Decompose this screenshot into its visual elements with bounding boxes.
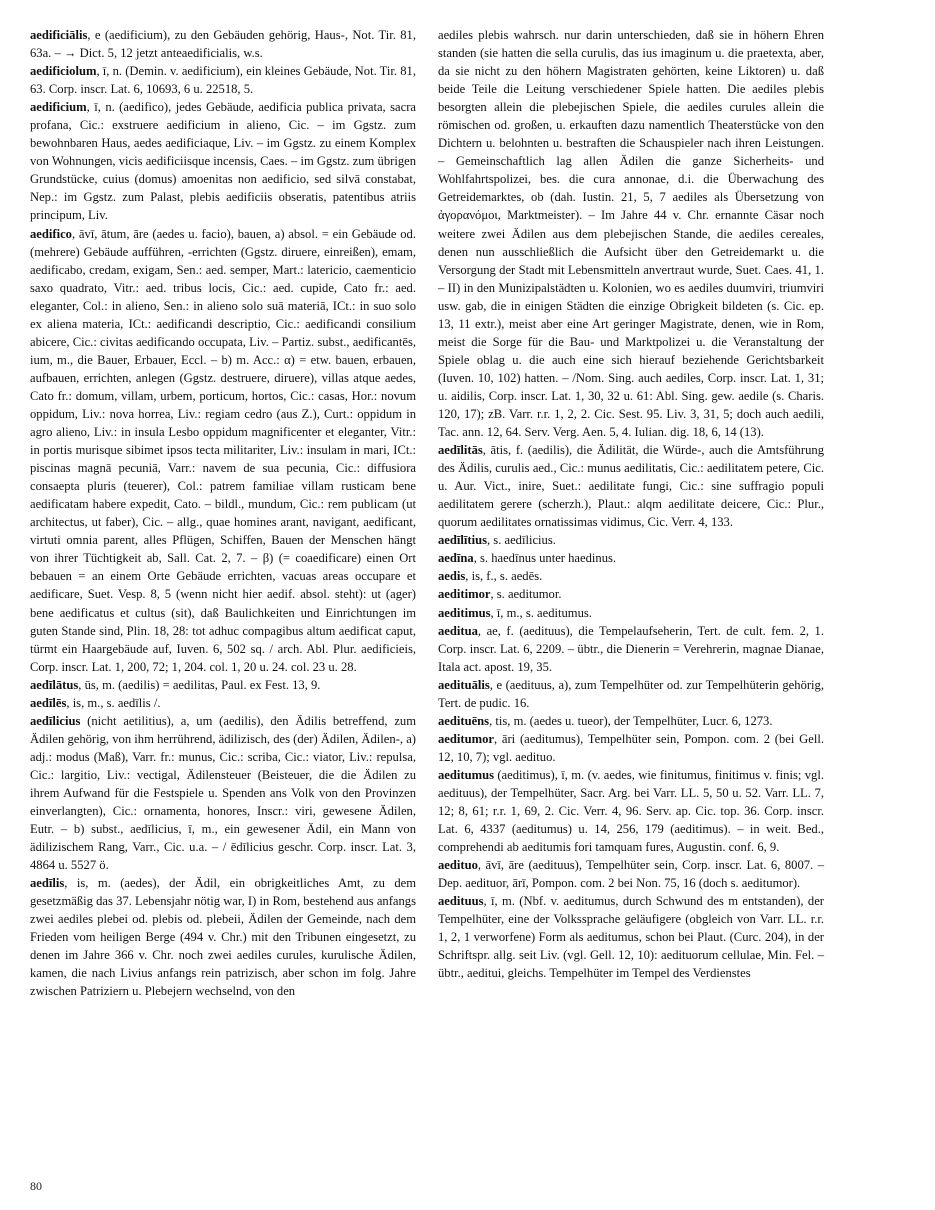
- entry-headword: aeditumor: [438, 731, 494, 746]
- dictionary-entry: [438, 531, 824, 549]
- entry-text: , s. aedīlicius.: [487, 533, 556, 548]
- entry-headword: aedīlītius: [438, 533, 487, 548]
- entry-headword: aedifico: [30, 226, 72, 241]
- entry-text: , is, f., s. aedēs.: [465, 569, 543, 584]
- dictionary-entry: [438, 26, 824, 441]
- entry-text: , is, m., s. aedīlis /.: [66, 695, 161, 710]
- entry-text: , ūs, m. (aedilis) = aedilitas, Paul. ex Fest. 13, 9.: [78, 677, 321, 692]
- entry-text: , s. aeditumor.: [490, 587, 562, 602]
- entry-headword: aeditimor: [438, 587, 491, 602]
- dictionary-entry: [438, 856, 824, 892]
- dictionary-entry: [30, 26, 416, 62]
- entry-text: , ī, m., s. aeditumus.: [490, 605, 592, 620]
- dictionary-entry: [30, 98, 416, 224]
- dictionary-entry: [30, 225, 416, 676]
- entry-text: , ī, n. (aedifico), jedes Gebäude, aedificia publica privata, sacra profana, Cic.: exstruere aedificium in alieno, Cic. – im Ggstz. zum bewohnbaren Haus, aedes aedificiaque, Liv. – im Ggstz. zu einem Komplex von Wohnungen, vicis aedificiisque incensis, Caes. – im Ggstz. zum übrigen Grundstücke, cuius (domus) amoenitas non aedificio, sed silvā constabat, Nep.: im Ggstz. zum Palast, plebis aedificiis obseratis, patentibus atriis principum, Liv.: [30, 100, 416, 223]
- dictionary-entry: [30, 712, 416, 874]
- dictionary-entry: [438, 567, 824, 585]
- dictionary-entry: [438, 676, 824, 712]
- entry-headword: aedificium: [30, 100, 87, 115]
- entry-headword: aeditumus: [438, 767, 494, 782]
- entry-headword: aedīlitās: [438, 443, 483, 458]
- entry-headword: aedituo: [438, 858, 478, 873]
- entry-headword: aedīlēs: [30, 695, 67, 710]
- entry-headword: aeditua: [438, 623, 478, 638]
- dictionary-entry: [438, 549, 824, 567]
- dictionary-entry: [438, 730, 824, 766]
- dictionary-entry: [30, 694, 416, 712]
- dictionary-entry: [438, 604, 824, 622]
- entry-text: , e (aedificium), zu den Gebäuden gehörig, Haus-, Not. Tir. 81, 63a. – → Dict. 5, 12 jetzt anteaedificialis, w.s.: [30, 28, 416, 61]
- entry-text: , ī, m. (Nbf. v. aeditumus, durch Schwund des m entstanden), der Tempelhüter, eine der Volkssprache geläufigere (obgleich von Varr. LL. r.r. 1, 2, 1 verworfene) Form als aeditumus, schon bei Plaut. (Curc. 204), in der Schriftspr. allg. seit Liv. (vgl. Gell. 12, 10): aedituorum cellulae, Min. Fel. – übtr., aeditui, gleichs. Tempelhüter im Tempel des Verdienstes: [438, 894, 824, 981]
- entry-text: (aeditimus), ī, m. (v. aedes, wie finitumus, finitimus v. finis; vgl. aedituus), der Tempelhüter, Sacr. Arg. bei Varr. LL. 5, 50 u. 52. Varr. LL. 7, 12; 8, 61; r.r. 1, 69, 2. Cic. Verr. 4, 96. Serv. ap. Cic. top. 36. Corp. inscr. Lat. 6, 4337 (aeditumus) u. 14, 256, 179 (aeditimus). – in weit. Bed., comprehendi ab aeditumis fori tamquam fures, Augustin. conf. 6, 9.: [438, 767, 824, 855]
- entry-text: , s. haedīnus unter haedinus.: [473, 551, 617, 566]
- entry-text: , e (aedituus, a), zum Tempelhüter od. zur Tempelhüterin gehörig, Tert. de pudic. 16.: [438, 677, 824, 710]
- entry-headword: aeditimus: [438, 605, 491, 620]
- dictionary-entry: [438, 712, 824, 730]
- dictionary-entry: [438, 766, 824, 856]
- entry-text: , āvī, ātum, āre (aedes u. facio), bauen, a) absol. = ein Gebäude od. (mehrere) Gebäude aufführen, -errichten (Ggstz. diruere, einreißen), emam, aedificabo, credam, exigam, Sen.: aed. semper, Mart.: latericio, caementicio saxo quadrato, Vitr.: aed. tribus locis, Cic.: aed. cupide, Cato fr.: aed. eleganter, Col.: in alieno, Sen.: in alieno solo suā materiā, ICt.: in suo solo ex aliena materia, ICt.: aedificandi descriptio, Cic.: aedificandi consilium abicere, Cic.: civitas aedificando occupata, Liv. – Partiz. subst., aedificantēs, ium, m., die Bauer, Erbauer, Eccl. – b) m. Acc.: α) = etw. bauen, erbauen, aufbauen, errichten, anlegen (Ggstz. destruere, diruere), villas atque aedes, Cato fr.: domum, villam, urbem, porticum, hortos, Cic.: casas, Hor.: novum oppidum, Liv.: nova horrea, Liv.: regiam cedro (aus Z.), Curt.: oppidum in agro alieno, Liv.: in insula Lesbo oppidum magnificenter et eleganter, Vitr.: in portis murisque sibimet ipsos tecta militariter, Liv.: insulam in mari, ICt.: piscinas magnā pecuniā, Varr.: navem de sua pecunia, Cic.: diffusiora consaepta pluris (teuerer), Col.: patrem familiae villam rusticam bene aedificatam habere expedit, Cato. – bildl., mundum, Cic.: rem publicam (ut architectus, ut faber), Cic. – allg., quae homines arant, navigant, aedificant, virtuti omnia parent, alles Pflügen, Schiffen, Bauen der Menschen hängt von ihrer Tüchtigkeit ab, Sall. Cat. 2, 7. – β) (= coaedificare) einen Ort bebauen = an einem Orte Gebäude errichten, vacuas areas occupare et aedificare, Suet. Vesp. 8, 5 (wenn nicht hier aedif. absol. steht): ut (ager) bene aedificatus et cultus (sit), daß Baulichkeiten und Einrichtungen im guten Stande sind, Plin. 18, 28: tot adhuc compagibus altum aedificat caput, türmt ein Haargebäude auf, Iuven. 6, 502 sq. / arch. Abl. Plur. aedificieis, Corp. inscr. Lat. 1, 200, 72; 1, 204. col. 1, 20 u. 24. col. 23 u. 28.: [30, 226, 416, 674]
- dictionary-entry: [30, 874, 416, 1000]
- dictionary-entry: [438, 441, 824, 531]
- dictionary-entry: [438, 622, 824, 676]
- entry-text: , ātis, f. (aedilis), die Ädilität, die Würde-, auch die Amtsführung des Ädilis, curulis aed., Cic.: munus aedilitatis, Cic.: aedilitatem petere, Cic. u. Aur. Vict., inire, Suet.: aedilitate fungi, Cic.: sine suffragio populi aedilitatem gerere (scherzh.), Plaut.: alqm aedilitate deicere, Cic.: Plur., quorum aedilitates ornatissimas vidimus, Cic. Verr. 4, 133.: [438, 443, 824, 530]
- entry-headword: aedis: [438, 569, 466, 584]
- entry-headword: aedīlātus: [30, 677, 79, 692]
- entry-headword: aedīlicius: [30, 713, 81, 728]
- dictionary-entry: [30, 676, 416, 694]
- dictionary-entry: [438, 585, 824, 603]
- entry-headword: aedīlis: [30, 876, 65, 891]
- entry-text: aediles plebis wahrsch. nur darin unterschieden, daß sie in höhern Ehren standen (sie hatten die sella curulis, das ius imaginum u. die praetexta, aber, da sie nicht zu den höhern Magistraten gehörten, keine Liktoren) u. daß beide Teile die Leitung verschiedener Spiele hatten. Die aediles plebis besorgten allein die plebejischen Spiele, die aediles curules allein die römischen od. großen, u. erkauften dazu namentlich Theaterstücke von den Dichtern u. belohnten u. bestraften die Schauspieler nach ihren Leistungen. – Gemeinschaftlich lag allen Ädilen die ganze Sicherheits- und Wohlfahrtspolizei, bes. die cura annonae, d.i. die Überwachung des Getreidemarktes, ob (dah. Iustin. 21, 5, 7 aediles als Übersetzung von ἀγορανόμοι, Marktmeister). – Im Jahre 44 v. Chr. ernannte Cäsar noch weitere zwei Ädilen aus dem plebejischen Stande, die aediles cereales, denen nun ausschließlich die Aufsicht über den Getreidemarkt u. die Versorgung der Stadt mit Lebensmitteln anvertraut wurde, Suet. Caes. 41, 1. – II) in den Munizipalstädten u. Kolonien, wo es aediles duumviri, triumviri usw. gab, die in einigen Städten die einzige Obrigkeit bildeten (s. Cic. ep. 13, 11 extr.), meist aber eine Art geringer Magistrate, denen, wie in Rom, meist die Sorge für die Bau- und Marktpolizei u. die Veranstaltung der Spiele oblag u. die auch eine sich hierauf beziehende Gerichtsbarkeit (Iuven. 10, 102) hatten. – /Nom. Sing. auch aediles, Corp. inscr. Lat. 1, 31; u. aidilis, Corp. inscr. Lat. 1, 30, 32 u. 61: Abl. Sing. gew. aedile (s. Charis. 120, 17); zB. Varr. r.r. 1, 2, 2. Cic. Sest. 95. Liv. 3, 31, 5; doch auch aedili, Tac. ann. 12, 64. Serv. Verg. Aen. 5, 4. Iulian. dig. 18, 6, 14 (13).: [438, 28, 824, 440]
- entry-text: , ī, n. (Demin. v. aedificium), ein kleines Gebäude, Not. Tir. 81, 63. Corp. inscr. Lat. 6, 10693, 6 u. 22518, 5.: [30, 64, 416, 97]
- entry-headword: aedituēns: [438, 713, 490, 728]
- page-number: 80: [30, 1179, 42, 1193]
- entry-headword: aedituālis: [438, 677, 490, 692]
- dictionary-entry: [30, 62, 416, 98]
- dictionary-entry: [438, 892, 824, 982]
- entry-text: , tis, m. (aedes u. tueor), der Tempelhüter, Lucr. 6, 1273.: [489, 713, 773, 728]
- entry-text: , āvī, āre (aedituus), Tempelhüter sein, Corp. inscr. Lat. 6, 8007. – Dep. aedituor, ārī, Pompon. com. 2 bei Non. 75, 16 (doch s. aeditumor).: [438, 858, 824, 891]
- entry-headword: aedificiālis: [30, 28, 88, 42]
- entry-text: , is, m. (aedes), der Ädil, ein obrigkeitliches Amt, zu dem gesetzmäßig das 37. Lebensjahr nötig war, I) in Rom, bestehend aus anfangs zwei aediles plebei od. plebis od. plebeii, Ädilen der Gemeinde, nach dem Frieden vom heiligen Berge (494 v. Chr.) mit den Tribunen eingesetzt, zu denen im Jahre 366 v. Chr. noch zwei aediles curules, kurulische Ädilen, kamen, die nach Livius anfangs rein patrizisch, aber schon im folg. Jahre zwischen Patriziern u. Plebejern wechselnd, von den: [30, 876, 416, 999]
- entry-headword: aedituus: [438, 894, 484, 909]
- entry-text: , ae, f. (aedituus), die Tempelaufseherin, Tert. de cult. fem. 2, 1. Corp. inscr. Lat. 6, 2209. – übtr., die Dienerin = Verehrerin, magnae Dianae, Itala act. apost. 19, 35.: [438, 623, 824, 674]
- entry-text: (nicht aetilitius), a, um (aedilis), den Ädilis betreffend, zum Ädilen gehörig, von ihm herrührend, ädilizisch, des (der) Ädilen, Ädilen-, a) adj.: modus (Maß), Varr. fr.: munus, Cic.: scriba, Cic.: viator, Liv.: repulsa, Cic.: largitio, Liv.: vectigal, Ädilensteuer (Beisteuer, die die Ädilen zu ihrem Aufwand für die Festspiele u. Spenden ans Volk von den Provinzen einverlangten), Cic.: ornamenta, honores, Inscr.: viri, gewesene Ädilen, Eutr. – b) subst., aedīlicius, ī, m., ein gewesener Ädil, ein Mann von ädilizischem Rang, Varr., Cic. u.a. – / ēdīlicius geschr. Corp. inscr. Lat. 3, 4864 u. 5527 ö.: [30, 713, 416, 873]
- right-column: [438, 26, 824, 982]
- entry-text: , āri (aeditumus), Tempelhüter sein, Pompon. com. 2 (bei Gell. 12, 10, 7); vgl. aedituo.: [438, 731, 824, 764]
- left-column: [30, 26, 416, 1001]
- entry-headword: aedificiolum: [30, 64, 97, 79]
- entry-headword: aedīna: [438, 551, 474, 566]
